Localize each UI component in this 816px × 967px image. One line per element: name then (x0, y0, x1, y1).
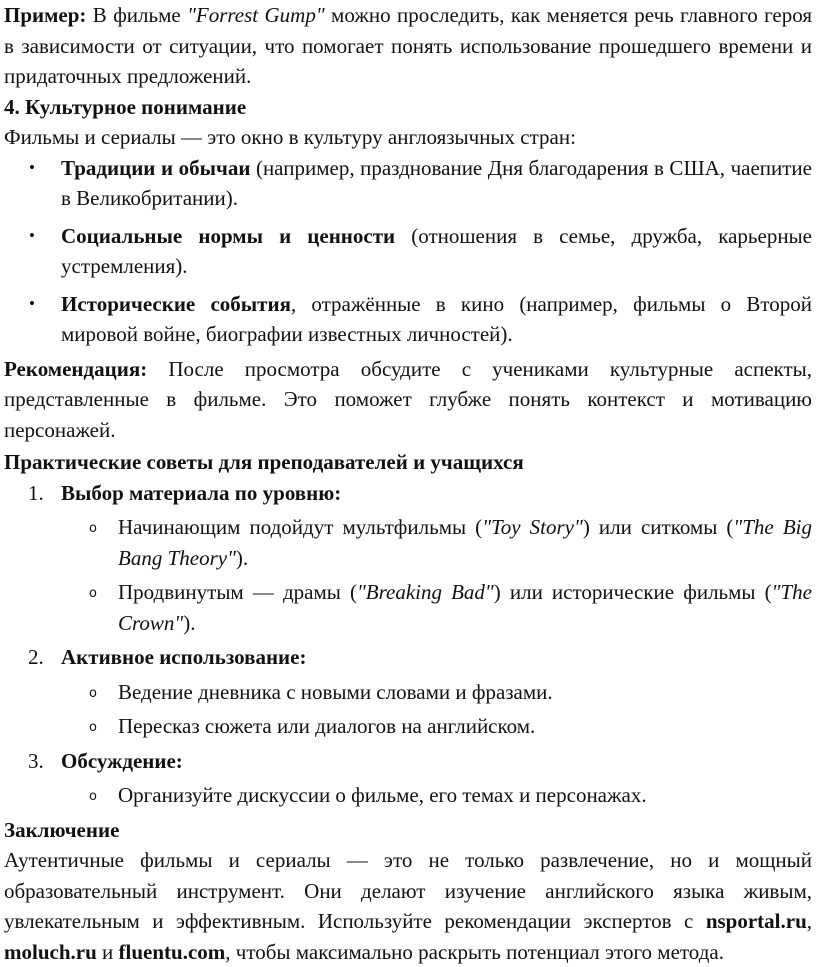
circle-bullet-icon: o (89, 586, 97, 601)
circle-bullet-icon: o (89, 521, 97, 536)
sub-list (61, 512, 812, 638)
list-item: o Организуйте дискуссии о фильме, его темах и персонажах. (61, 780, 812, 811)
example-label: Пример: (4, 3, 87, 27)
circle-bullet-icon: o (89, 720, 97, 735)
list-item: • Традиции и обычаи (например, празднование Дня благодарения в США, чаепитие в Великобритании). (4, 153, 812, 214)
section-intro: Фильмы и сериалы — это окно в культуру англоязычных стран: (4, 125, 576, 149)
list-item: o Начинающим подойдут мультфильмы ("Toy Story") или ситкомы ("The Big Bang Theory"). (89, 515, 812, 570)
conclusion-paragraph: Аутентичные фильмы и сериалы — это не только развлечение, но и мощный образовательный инструмент. Они делают изучение английского языка живым, увлекательным и эффективным. Используйте рекомендации экспертов с nsportal.ru, moluch.ru и fluentu.com, чтобы максимально раскрыть потенциал этого метода. (4, 848, 812, 964)
site-link-nsportal: nsportal.ru (705, 909, 807, 933)
circle-bullet-icon: o (89, 789, 97, 804)
list-item: • Исторические события, отражённые в кино (например, фильмы о Второй мировой войне, биографии известных личностей). (4, 289, 812, 350)
list-item: o Пересказ сюжета или диалогов на английском. (61, 711, 812, 742)
conclusion-heading: Заключение (4, 817, 120, 842)
tips-heading: Практические советы для преподавателей и учащихся (4, 450, 524, 474)
list-item: 3. Обсуждение: o Организуйте дискуссии о фильме, его темах и персонажах. (4, 746, 812, 811)
bullet-icon: • (29, 225, 35, 245)
recommendation-label: Рекомендация: (4, 356, 148, 381)
site-link-moluch: moluch.ru (4, 939, 97, 964)
recommendation-paragraph: Рекомендация: После просмотра обсудите с учениками культурные аспекты, представленные в фильме. Это поможет глубже понять контекст и мотивацию персонажей. (4, 356, 812, 442)
list-item: o Продвинутым — драмы ("Breaking Bad") или исторические фильмы ("The Crown"). (89, 580, 812, 635)
film-title: "Forrest Gump" (187, 3, 325, 27)
list-item: o Ведение дневника с новыми словами и фразами. (61, 677, 812, 708)
sub-list (61, 780, 812, 811)
example-paragraph: Пример: В фильме "Forrest Gump" можно проследить, как меняется речь главного героя в зависимости от ситуации, что помогает понять использование прошедшего времени и придаточных предложений. (4, 3, 812, 88)
bullet-icon: • (29, 293, 35, 313)
culture-list (4, 153, 812, 350)
list-item: • Социальные нормы и ценности (отношения в семье, дружба, карьерные устремления). (4, 221, 812, 282)
bullet-icon: • (29, 157, 35, 177)
circle-bullet-icon: o (89, 685, 97, 701)
section-heading: 4. Культурное понимание (4, 94, 247, 119)
list-item: 1. Выбор материала по уровню: o Начинающим подойдут мультфильмы ("Toy Story") или ситкомы ("The Big Bang Theory"). o Продвинутым — драмы ("Breaking Bad") или исторические фильмы ("The Crown"). (4, 478, 812, 639)
site-link-fluentu: fluentu.com (118, 939, 226, 964)
tips-list (4, 478, 812, 811)
list-item: 2. Активное использование: o Ведение дневника с новыми словами и фразами. o Пересказ сюжета или диалогов на английском. (4, 642, 812, 742)
sub-list (61, 677, 812, 742)
